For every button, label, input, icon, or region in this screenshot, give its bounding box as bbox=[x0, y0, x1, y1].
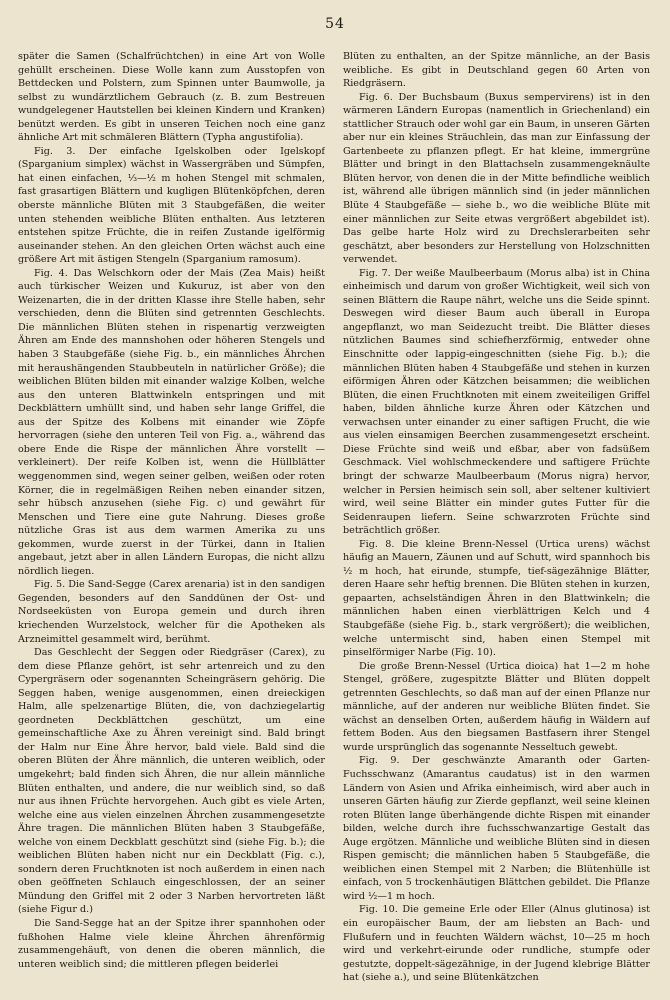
paragraph: Fig. 4. Das Welschkorn oder der Mais (Zea Mais) heißt auch türkischer Weizen und Kukuruz, ist aber von den Weizenarten, die in der dritten Klasse ihre Stelle haben, sehr verschieden, denn die Blüten sind getrennten Geschlechts. Die männlichen Blüten stehen in rispenartig verzweigten Ähren am Ende des mannshohen oder höheren Stengels und haben 3 Staubgefäße (siehe Fig. b., ein männliches Ährchen mit heraushängenden Staubbeuteln in natürlicher Größe); die weiblichen Blüten bilden mit einander walzige Kolben, welche aus den unteren Blattwinkeln entspringen und mit Deckblättern umhüllt sind, und haben sehr lange Griffel, die aus der Spitze des Kolbens mit einander wie Zöpfe hervorragen (siehe den unteren Teil von Fig. a., während das obere Ende die Rispe der männlichen Ähre vorstellt — verkleinert). Der reife Kolben ist, wenn die Hüllblätter weggenommen sind, wegen seiner gelben, weißen oder roten Körner, die in regelmäßigen Reihen neben einander sitzen, sehr hübsch anzusehen (siehe Fig. c) und gewährt für Menschen und Tiere eine gute Nahrung. Dieses große nützliche Gras ist aus dem warmen Amerika zu uns gekommen, wurde zuerst in der Türkei, dann in Italien angebaut, jetzt aber in allen Ländern Europas, die nicht allzu nördlich liegen. bbox=[18, 267, 325, 577]
paragraph: Fig. 10. Die gemeine Erle oder Eller (Alnus glutinosa) ist ein europäischer Baum, der am liebsten an Bach- und Flußufern und in feuchten Wäldern wächst, 10—25 m hoch wird und verkehrt-eirunde oder rundliche, stumpfe oder gestutzte, doppelt-sägezähnige, in der Jugend klebrige Blätter hat (siehe a.), und seine Blütenkätzchen bbox=[343, 904, 650, 984]
paragraph: Fig. 6. Der Buchsbaum (Buxus sempervirens) ist in den wärmeren Ländern Europas (namentlich in Griechenland) ein stattlicher Strauch oder wohl gar ein Baum, in unseren Gärten aber nur ein kleines Sträuchlein, das man zur Einfassung der Gartenbeete zu pflanzen pflegt. Er hat kleine, immergrüne Blätter und bringt in den Blattachseln zusammengeknäulte Blüten hervor, von denen die in der Mitte befindliche weiblich ist, während alle übrigen männlich sind (in jeder männlichen Blüte 4 Staubgefäße — siehe b., wo die weibliche Blüte mit einer männlichen zur Seite etwas vergrößert abgebildet ist). Das gelbe harte Holz wird zu Drechslerarbeiten sehr geschätzt, aber besonders zur Herstellung von Holzschnitten verwendet. bbox=[343, 91, 650, 266]
paragraph: Fig. 8. Die kleine Brenn-Nessel (Urtica urens) wächst häufig an Mauern, Zäunen und auf Schutt, wird spannhoch bis ½ m hoch, hat eirunde, stumpfe, tief-sägezähnige Blätter, deren Haare sehr heftig brennen. Die Blüten stehen in kurzen, gepaarten, achselständigen Ähren in den Blattwinkeln; die männlichen haben einen vierblättrigen Kelch und 4 Staubgefäße (siehe Fig. b., stark vergrößert); die weiblichen, welche untermischt sind, haben einen Stempel mit pinselförmiger Narbe (Fig. 10). bbox=[343, 538, 650, 659]
page-number: 54 bbox=[325, 16, 345, 32]
paragraph: Fig. 5. Die Sand-Segge (Carex arenaria) ist in den sandigen Gegenden, besonders auf den Sanddünen der Ost- und Nordseeküsten von Europa gemein und durch ihren kriechenden Wurzelstock, welcher für die Apotheken als Arzneimittel gesammelt wird, berühmt. bbox=[18, 579, 325, 645]
paragraph: Blüten zu enthalten, an der Spitze männliche, an der Basis weibliche. Es gibt in Deutschland gegen 60 Arten von Riedgräsern. bbox=[343, 51, 650, 90]
paragraph: Fig. 7. Der weiße Maulbeerbaum (Morus alba) ist in China einheimisch und darum von großer Wichtigkeit, weil sich von seinen Blättern die Raupe nährt, welche uns die Seide spinnt. Deswegen wird dieser Baum auch überall in Europa angepflanzt, wo man Seidezucht treibt. Die Blätter dieses nützlichen Baumes sind schiefherzförmig, entweder ohne Einschnitte oder lappig-eingeschnitten (siehe Fig. b.); die männlichen Blüten haben 4 Staubgefäße und stehen in kurzen eiförmigen Ähren oder Kätzchen beisammen; die weiblichen Blüten, die einen Fruchtknoten mit einem zweiteiligen Griffel haben, bilden ähnliche kurze Ähren oder Kätzchen und verwachsen unter einander zu einer saftigen Frucht, die wie aus vielen einsamigen Beerchen zusammengesetzt erscheint. Diese Früchte sind weiß und eßbar, aber von fadsüßem Geschmack. Viel wohlschmeckendere und saftigere Früchte bringt der schwarze Maulbeerbaum (Morus nigra) hervor, welcher in Persien heimisch sein soll, aber seltener kultiviert wird, weil seine Blätter ein minder gutes Futter für die Seidenraupen liefern. Seine schwarzroten Früchte sind beträchtlich größer. bbox=[343, 267, 650, 537]
paragraph: Die Sand-Segge hat an der Spitze ihrer spannhohen oder fußhohen Halme viele kleine Ährchen ährenförmig zusammengehäuft, von denen die oberen männlich, die unteren weiblich sind; die mittleren pflegen beiderlei bbox=[18, 918, 325, 970]
paragraph: Das Geschlecht der Seggen oder Riedgräser (Carex), zu dem diese Pflanze gehört, ist sehr artenreich und zu den Cypergräsern oder sogenannten Scheingräsern gehörig. Die Seggen haben, wenige ausgenommen, einen dreieckigen Halm, alle spelzenartige Blüten, die, von dachziegelartig geordneten Deckblättchen geschützt, um eine gemeinschaftliche Axe zu Ähren vereinigt sind. Bald bringt der Halm nur Eine Ähre hervor, bald viele. Bald sind die oberen Blüten der Ähre männlich, die unteren weiblich, oder umgekehrt; bald finden sich Ähren, die nur allein männliche Blüten enthalten, und andere, die nur weiblich sind, so daß nur aus ihnen Früchte hervorgehen. Auch gibt es viele Arten, welche eine aus vielen einzelnen Ährchen zusammengesetzte Ähre tragen. Die männlichen Blüten haben 3 Staubgefäße, welche von einem Deckblatt geschützt sind (siehe Fig. b.); die weiblichen Blüten haben nicht nur ein Deckblatt (Fig. c.), sondern deren Fruchtknoten ist noch außerdem in einen nach oben geöffneten Schlauch eingeschlossen, der an seiner Mündung den Griffel mit 2 oder 3 Narben hervortreten läßt (siehe Figur d.) bbox=[18, 647, 325, 916]
paragraph: Die große Brenn-Nessel (Urtica dioica) hat 1—2 m hohe Stengel, größere, zugespitzte Blätter und Blüten doppelt getrennten Geschlechts, so daß man auf der einen Pflanze nur männliche, auf der anderen nur weibliche Blüten findet. Sie wächst an denselben Orten, außerdem häufig in Wäldern auf fettem Boden. Aus den biegsamen Bastfasern ihrer Stengel wurde ursprünglich das sogenannte Nesseltuch gewebt. bbox=[343, 660, 650, 753]
text-column-left bbox=[18, 50, 325, 995]
paragraph: später die Samen (Schalfrüchtchen) in eine Art von Wolle gehüllt erscheinen. Diese Wolle kann zum Ausstopfen von Bettdecken und Polstern, zum Spinnen unter Baumwolle, ja selbst zu wundärztlichem Gebrauch (z. B. zum Bestreuen wundgelegener Hautstellen bei kleinen Kindern und Kranken) benützt werden. Es gibt in unseren Teichen noch eine ganz ähnliche Art mit schmäleren Blättern (Typha angustifolia). bbox=[18, 51, 325, 144]
text-column-right bbox=[343, 50, 650, 995]
paragraph: Fig. 9. Der geschwänzte Amaranth oder Garten-Fuchsschwanz (Amarantus caudatus) ist in den warmen Ländern von Asien und Afrika einheimisch, wird aber auch in unseren Gärten häufig zur Zierde gepflanzt, weil seine kleinen roten Blüten lange überhängende dichte Rispen mit einander bilden, welche durch ihre fuchsschwanzartige Gestalt das Auge ergötzen. Männliche und weibliche Blüten sind in diesen Rispen gemischt; die männlichen haben 5 Staubgefäße, die weiblichen einen Stempel mit 2 Narben; die Blütenhülle ist einfach, von 5 trockenhäutigen Blättchen gebildet. Die Pflanze wird ½—1 m hoch. bbox=[343, 755, 650, 902]
paragraph: Fig. 3. Der einfache Igelskolben oder Igelskopf (Sparganium simplex) wächst in Wassergräben und Sümpfen, hat einen einfachen, ⅓—½ m hohen Stengel mit schmalen, fast grasartigen Blättern und kugligen Blütenköpfchen, deren oberste männliche Blüten mit 3 Staubgefäßen, die weiter unten stehenden weibliche Blüten enthalten. Aus letzteren entstehen spitze Früchte, die in reifen Zustande igelförmig auseinander stehen. An den gleichen Orten wächst auch eine größere Art mit ästigen Stengeln (Sparganium ramosum). bbox=[18, 145, 325, 266]
